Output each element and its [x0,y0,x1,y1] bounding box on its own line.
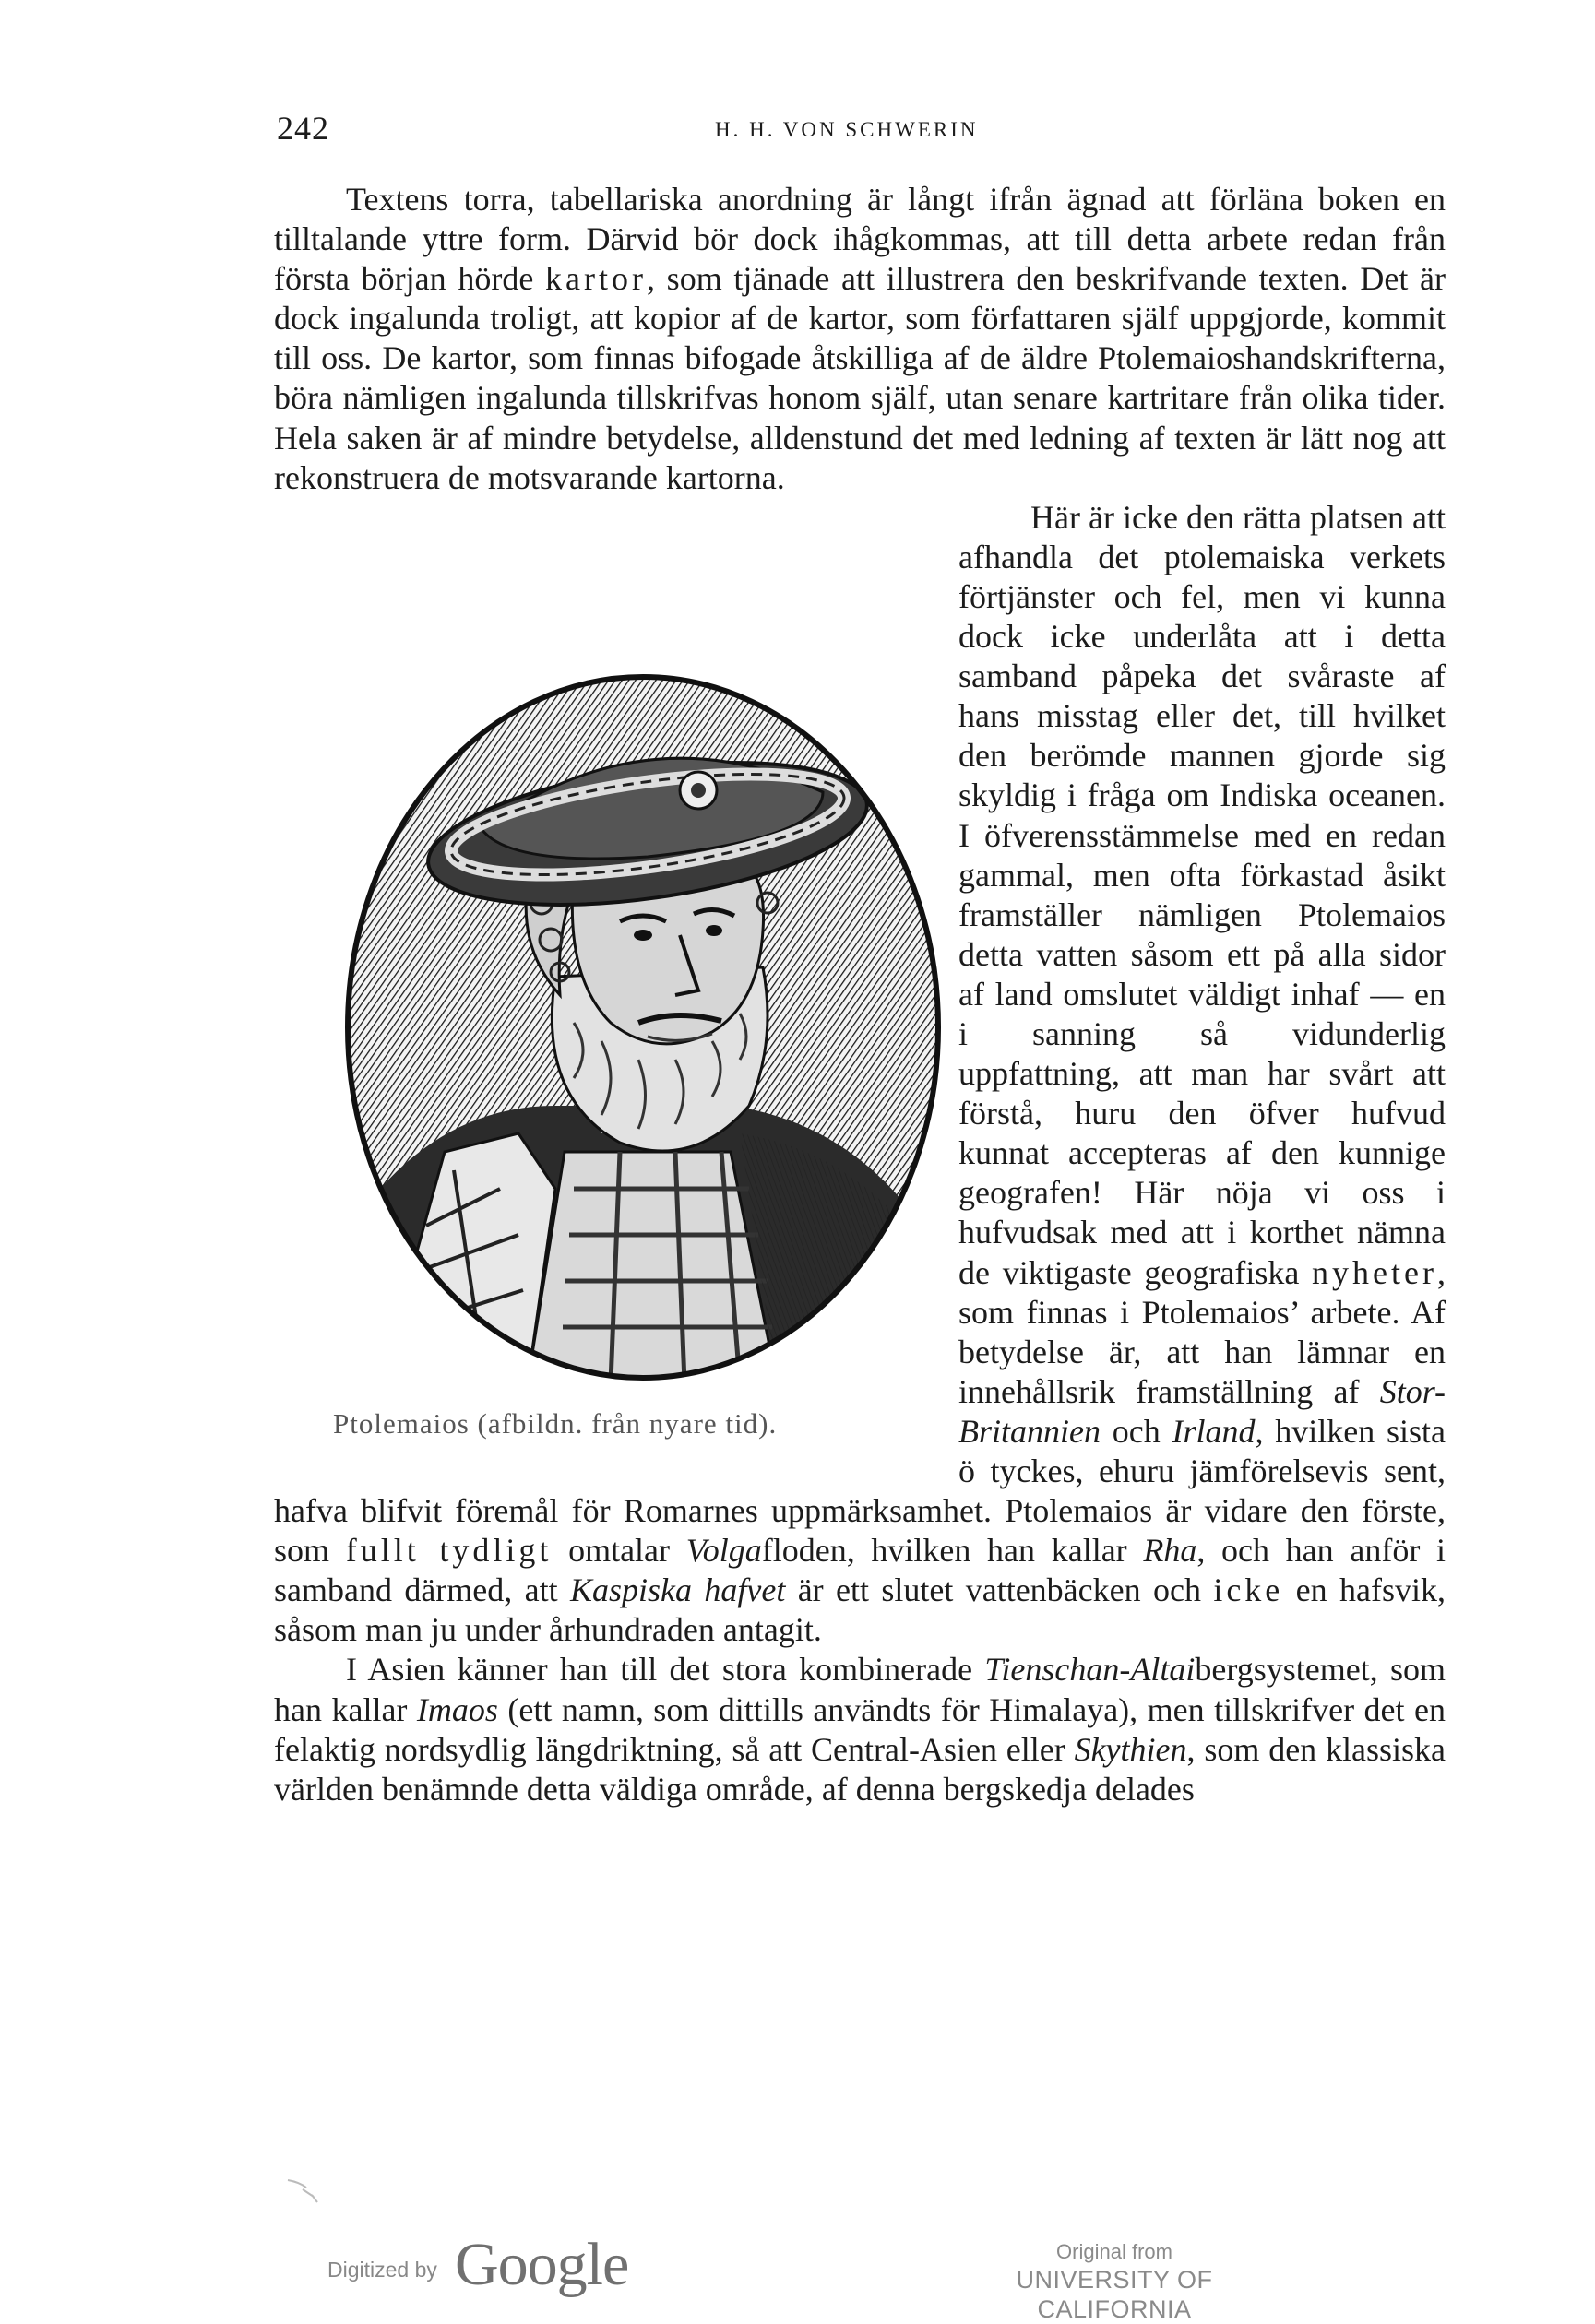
paragraph-2-spaced-nyheter: nyheter [1312,1253,1437,1291]
paragraph-2-part-15: är ett slutet vattenbäcken och [785,1571,1214,1609]
university-name: UNIVERSITY OF CALIFORNIA [1016,2266,1213,2323]
paragraph-2-spaced-fullt-tydligt: fullt tydligt [345,1532,553,1570]
paragraph-3 [274,1650,1446,1808]
body-text [274,180,1446,1809]
paragraph-1-part-1: Textens torra, tabellariska anordning är långt ifrån ägnad att förläna boken en tilltalande yttre form. Därvid bör dock ihågkommas, att till detta arbete redan från första början hörde [274,181,1446,298]
paragraph-2-italic-irland: Irland [1172,1412,1256,1450]
original-source-watermark [958,2239,1271,2324]
paragraph-3-italic-imaos: Imaos [416,1690,498,1728]
paragraph-2-italic-stor-britannien: Stor-Britannien [958,1372,1446,1450]
paragraph-2-part-7: , hvilken sista ö tyckes, ehuru jämförelsevis sent, hafva blifvit föremål för Romarnes uppmärksamhet. Ptolemaios är vidare den förste, som [274,1412,1446,1570]
ptolemaios-portrait-icon [343,672,943,1382]
original-from-text: Original from [1056,2240,1172,2263]
paragraph-1-part-3: , som tjänade att illustrera den beskrifvande texten. Det är dock ingalunda troligt, att kopior af de kartor, som författaren själf uppgjorde, kommit till oss. De kartor, som finnas bifogade åtskilliga af de äldre Ptolemaioshandskrifterna, böra nämligen ingalunda tillskrifvas honom själf, utan senare kartritare från olika tider. Hela saken är af mindre betydelse, alldenstund det med ledning af texten är lätt nog att rekonstruera de motsvarande kartorna. [274,260,1446,496]
paragraph-2-part-11: floden, hvilken han kallar [761,1532,1144,1570]
paragraph-3-italic-tienschan-altai: Tienschan-Altai [984,1651,1196,1689]
paragraph-2-italic-rha: Rha [1143,1532,1197,1570]
figure-caption: Ptolemaios (afbildn. från nyare tid). [333,1406,778,1440]
stray-mark-icon [286,2176,323,2204]
paragraph-2-italic-volga: Volga [685,1532,762,1570]
page-number: 242 [277,110,329,147]
paragraph-2-part-1: Här är icke den rätta platsen att afhandla det ptolemaiska verkets förtjänster och fel, men vi kunna dock icke underlåta att i detta samband påpeka det svåraste af hans misstag eller det, till hvilket den berömde mannen gjorde sig skyldig i fråga om Indiska oceanen. I öfverensstämmelse med en redan gammal, men ofta förkastad åsikt framställer nämligen Ptolemaios detta vatten såsom ett på alla sidor af land omslutet väldigt inhaf — en i sanning så vidunderlig uppfattning, att man har svårt att förstå, huru den öfver hufvud kunnat accepteras af den kunnige geografen! Här nöja vi oss i hufvudsak med att i korthet nämna de viktigaste geografiska [958,498,1446,1291]
paragraph-1-spaced-kartor: kartor [545,260,647,298]
paragraph-2-spaced-icke: icke [1213,1571,1284,1609]
paragraph-3-part-7: , som den klassiska världen benämnde detta väldiga område, af denna bergskedja delades [274,1730,1446,1808]
paragraph-1 [274,180,1446,498]
paragraph-3-italic-skythien: Skythien [1074,1730,1187,1768]
google-logo: Google [455,2231,629,2298]
paragraph-2-part-17: en hafsvik, såsom man ju under århundraden antagit. [274,1571,1446,1649]
paragraph-2-part-13: , och han anför i samband därmed, att [274,1532,1446,1609]
paragraph-2-part-3: , som finnas i Ptolemaios’ arbete. Af betydelse är, att han lämnar en innehållsrik framställning af [958,1253,1446,1410]
portrait-figure [274,617,938,1449]
paragraph-3-part-5: (ett namn, som dittills användts för Himalaya), men tillskrifver det en felaktig nordsydlig längdriktning, så att Central-Asien eller [274,1690,1446,1768]
paragraph-2-part-9: omtalar [552,1532,686,1570]
paragraph-3-part-1: I Asien känner han till det stora kombinerade [346,1651,985,1689]
paragraph-2-italic-kaspiska-hafvet: Kaspiska hafvet [569,1571,786,1609]
digitized-by-text: Digitized by [327,2258,437,2282]
paragraph-2-part-5: och [1100,1412,1172,1450]
running-head: H. H. VON SCHWERIN [715,118,979,141]
page-header [277,109,1439,155]
paragraph-3-part-3: bergsystemet, som han kallar [274,1651,1446,1728]
